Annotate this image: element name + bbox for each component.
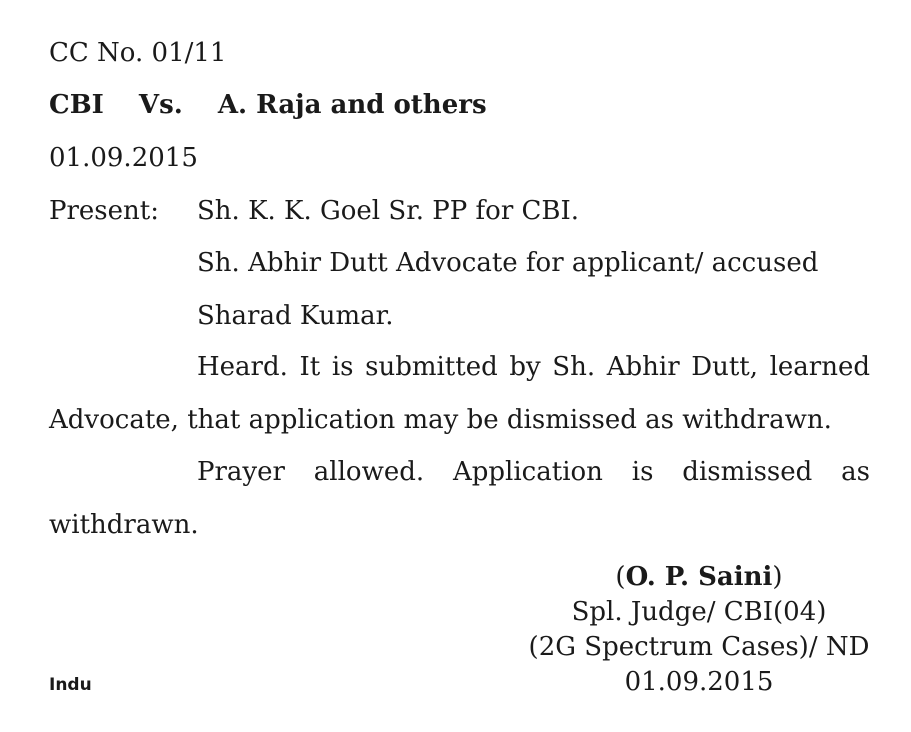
typist-initials: Indu [49, 675, 92, 695]
case-party-1: CBI [49, 90, 104, 120]
case-number: CC No. 01/11 [49, 38, 227, 68]
judge-name-line: (O. P. Saini) [615, 562, 783, 592]
judge-court: (2G Spectrum Cases)/ ND [528, 632, 870, 662]
present-line-3: Sharad Kumar. [197, 301, 394, 331]
present-line-1: Sh. K. K. Goel Sr. PP for CBI. [197, 196, 580, 226]
order-date: 01.09.2015 [49, 143, 198, 173]
present-line-2: Sh. Abhir Dutt Advocate for applicant/ accused [197, 248, 819, 278]
judge-designation: Spl. Judge/ CBI(04) [571, 597, 827, 627]
order-paragraph-2: Prayer allowed. Application is dismissed as withdrawn. [49, 457, 870, 540]
order-paragraph-1: Heard. It is submitted by Sh. Abhir Dutt, learned Advocate, that application may be dismissed as withdrawn. [49, 352, 870, 435]
signature-date: 01.09.2015 [624, 667, 774, 697]
case-title [49, 90, 487, 120]
present-label: Present: [49, 196, 159, 226]
judge-name: O. P. Saini [625, 562, 773, 592]
case-versus: Vs. [138, 90, 183, 120]
case-party-2: A. Raja and others [217, 90, 487, 120]
